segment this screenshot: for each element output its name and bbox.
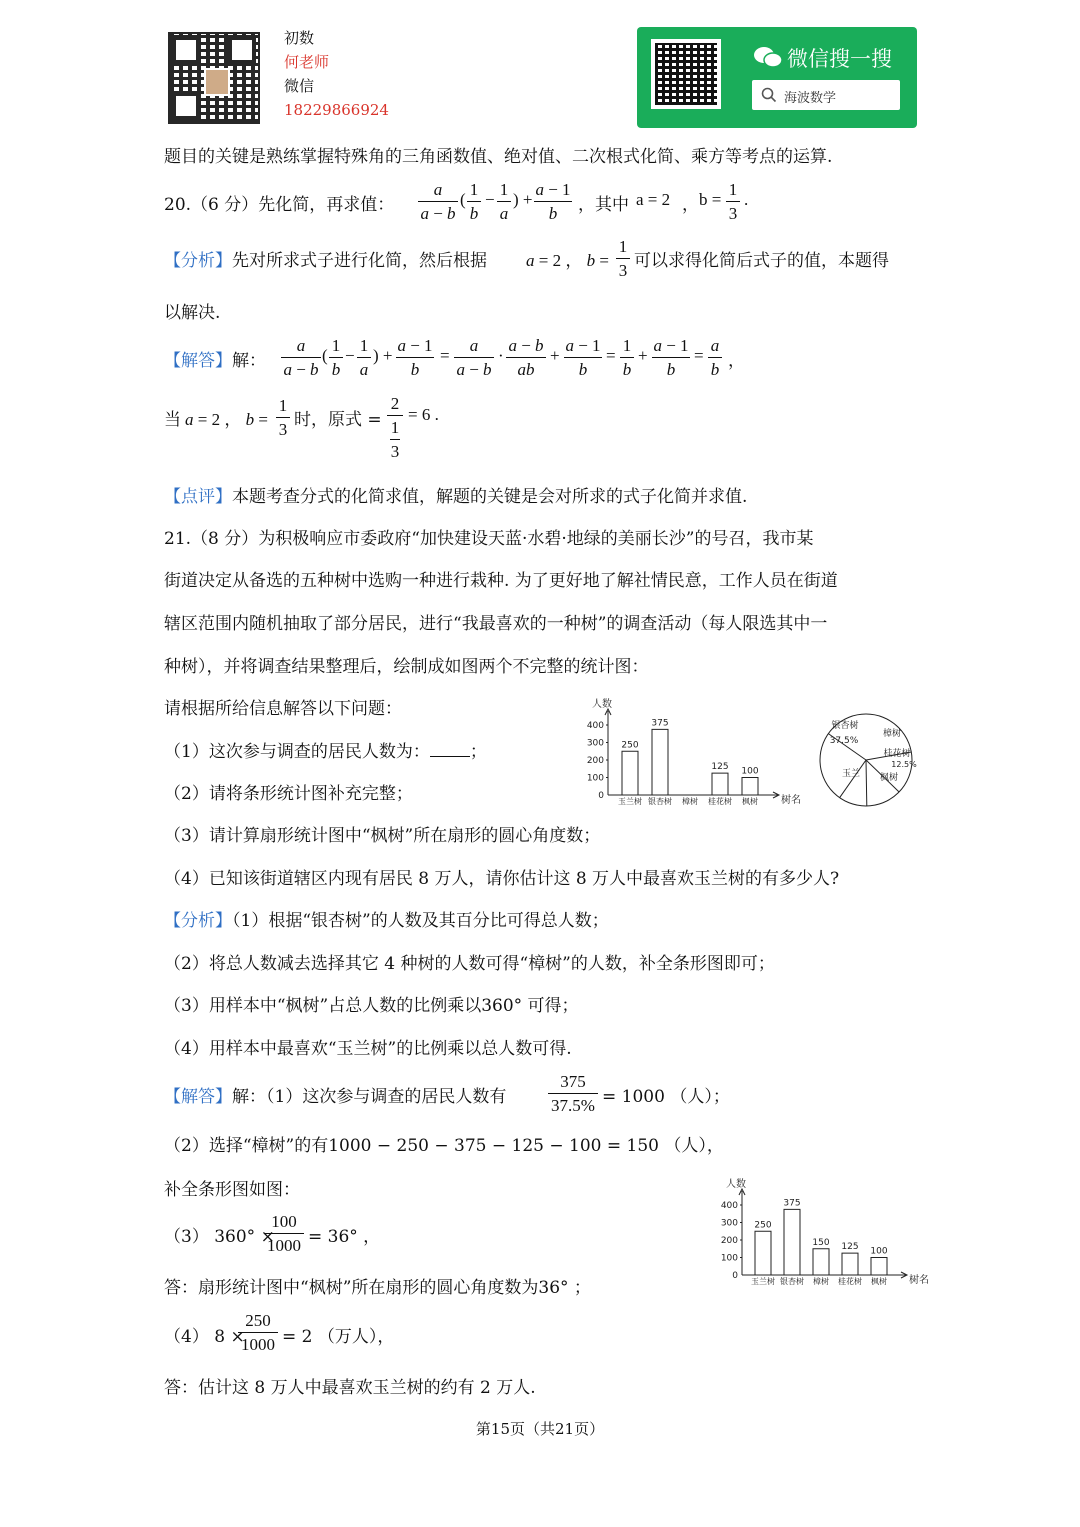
q20-paren-close-plus: ) + <box>513 190 533 209</box>
q21-answer-3-conclusion: 答：扇形统计图中“枫树”所在扇形的圆心角度数为36° ； <box>164 1278 591 1298</box>
q21-answer-3-frac <box>264 1212 304 1256</box>
q21-answer-3-end: = 36° ， <box>308 1227 381 1247</box>
q20-step-am1b-3: a − 1 b <box>653 336 689 379</box>
x-tick-label: 玉兰树 <box>751 1277 775 1286</box>
q20-analysis-b-frac: 1 3 <box>616 237 630 281</box>
q20-b-label: b = <box>699 190 722 209</box>
search-icon <box>761 87 777 103</box>
x-tick-label: 樟树 <box>813 1277 829 1286</box>
bar-value-label: 150 <box>812 1237 830 1248</box>
q20-step-dot: · <box>498 346 504 365</box>
y-tick-label: 400 <box>720 1201 738 1211</box>
x-tick-label: 桂花树 <box>708 797 732 806</box>
q20-step-amb-over-ab: a − b ab <box>506 336 546 380</box>
q20-comment <box>164 482 747 507</box>
q20-analysis-a: a = 2 ， b = <box>526 251 609 270</box>
y-axis-label: 人数 <box>726 1179 746 1190</box>
teacher-photo <box>204 68 230 96</box>
x-axis-label: 树名 <box>909 1275 929 1286</box>
q20-step-comma: ， <box>728 351 745 370</box>
q21-s4-num: 250 <box>245 1311 271 1330</box>
q21-s1-num: 375 <box>560 1072 586 1091</box>
bar-value-label: 100 <box>870 1246 888 1257</box>
wechat-search-box[interactable] <box>752 80 900 110</box>
q20-step-eq1: = <box>440 346 450 365</box>
q20-period: . <box>744 190 749 209</box>
bar-value-label: 375 <box>783 1198 801 1209</box>
contact-phone: 18229866924 <box>284 101 389 119</box>
q20-frac-a-over-amb: a a − b <box>418 180 458 224</box>
q21-answer-4-conclusion: 答：估计这 8 万人中最喜欢玉兰树的约有 2 万人. <box>164 1378 536 1398</box>
analysis-tag: 【分析】 <box>164 251 232 271</box>
q20-when-values: a = 2 ， b = <box>185 410 268 429</box>
q20-minus: − <box>485 190 495 209</box>
q21-answer-2: （2）选择“樟树”的有1000 − 250 − 375 − 125 − 100 = 150 （人）， <box>164 1136 724 1156</box>
bar-桂花树 <box>712 773 728 795</box>
q21-q1 <box>164 737 487 762</box>
q20-step-close: ) + <box>373 346 393 365</box>
y-tick-label: 100 <box>720 1253 738 1264</box>
q20-result-frac: 2 1 3 <box>387 394 403 462</box>
q20-frac-am1-over-b: a − 1 b <box>535 180 571 223</box>
pie-label-银杏树: 银杏树 <box>831 721 859 731</box>
q21-q1-blank <box>430 744 470 757</box>
q20-when <box>164 405 181 430</box>
q20-analysis-text-2: 可以求得化简后式子的值，本题得 <box>634 251 889 271</box>
q20-analysis-text-3: 以解决. <box>164 303 221 323</box>
analysis-tag-2: 【分析】 <box>164 911 232 931</box>
q20-step-am1b-2: a − 1 b <box>565 336 601 379</box>
q21-answer-1: 解：（1）这次参与调查的居民人数有 <box>232 1087 507 1107</box>
q20-when-b-frac: 1 3 <box>276 396 290 440</box>
q21-s3-den: 1000 <box>267 1236 301 1255</box>
q21-s4-den: 1000 <box>241 1335 275 1354</box>
answer-tag: 【解答】 <box>164 351 232 371</box>
q21-analysis <box>164 906 609 931</box>
bar-value-label: 125 <box>841 1242 859 1253</box>
q21-answer-1-end: = 1000 （人）； <box>602 1087 730 1107</box>
q20-step-ab: a b <box>708 336 722 380</box>
bar-chart-incomplete <box>580 688 801 810</box>
q20-step-plus3: + <box>638 346 648 365</box>
q20-paren-open: ( <box>460 190 466 209</box>
y-tick-label: 200 <box>586 756 604 766</box>
y-tick-label: 300 <box>720 1218 738 1229</box>
q20-frac-1-over-b: 1 b <box>467 180 481 224</box>
x-tick-label: 玉兰树 <box>618 797 642 806</box>
q21-analysis-1: （1）根据“银杏树”的人数及其百分比可得总人数； <box>232 911 609 931</box>
bar-玉兰树 <box>622 751 638 795</box>
y-tick-label: 100 <box>586 773 604 784</box>
q21-s1-den: 37.5% <box>551 1096 595 1115</box>
q20-step-paren: ( <box>322 346 328 365</box>
contact-info <box>284 26 389 122</box>
answer-tag-2: 【解答】 <box>164 1087 232 1107</box>
qr-code <box>168 32 260 124</box>
q20-step-1b-2: 1 b <box>620 336 634 380</box>
q21-q1-end: ； <box>469 742 487 762</box>
contact-teacher: 何老师 <box>284 53 330 71</box>
wechat-qr-code <box>651 39 721 109</box>
bar-枫树 <box>871 1258 887 1276</box>
q21-answer <box>164 1082 506 1107</box>
q20-comment-text: 本题考查分式的化简求值，解题的关键是会对所求的式子化简并求值. <box>232 487 748 507</box>
x-tick-label: 枫树 <box>871 1277 887 1286</box>
q21-q3: （3）请计算扇形统计图中“枫树”所在扇形的圆心角度数； <box>164 826 601 846</box>
q21-q1-text: （1）这次参与调查的居民人数为： <box>164 742 430 762</box>
wechat-title: 微信搜一搜 <box>787 47 892 71</box>
q20-step-am1b: a − 1 b <box>397 336 433 379</box>
q20-when-prefix: 当 <box>164 410 181 430</box>
q21-line-1: 21.（8 分）为积极响应市委政府“加快建设天蓝·水碧·地绿的美丽长沙”的号召，我市某 <box>164 529 814 549</box>
q20-a-value: a = 2 <box>636 190 671 209</box>
bar-value-label: 125 <box>711 762 729 773</box>
y-tick-label: 200 <box>720 1236 738 1246</box>
pie-label-樟树: 樟树 <box>882 729 902 739</box>
x-tick-label: 银杏树 <box>648 797 672 806</box>
bar-chart-complete <box>712 1170 929 1292</box>
bar-value-label: 250 <box>621 740 639 751</box>
pie-percent-ginkgo: 37.5% <box>829 736 859 746</box>
q21-prompt: 请根据所给信息解答以下问题： <box>164 699 402 719</box>
q21-line-3: 辖区范围内随机抽取了部分居民，进行“我最喜欢的一种树”的调查活动（每人限选其中一 <box>164 614 828 634</box>
y-tick-label: 400 <box>586 721 604 731</box>
q20-step-eq3: = <box>694 346 704 365</box>
pie-chart <box>816 712 922 808</box>
q20-head: 20.（6 分）先化简，再求值： <box>164 195 395 215</box>
bar-value-label: 250 <box>754 1220 772 1231</box>
q20-where: ，其中 <box>578 195 629 215</box>
q21-analysis-4: （4）用样本中最喜欢“玉兰树”的比例乘以总人数可得. <box>164 1039 572 1059</box>
q20-b-value: 1 3 <box>726 180 740 224</box>
y-tick-label: 300 <box>586 738 604 749</box>
bar-value-label: 375 <box>651 718 669 729</box>
q20-result: = 6 . <box>408 405 439 424</box>
q20-step-minus: − <box>345 346 355 365</box>
q21-answer-4-end: = 2 （万人）， <box>282 1327 395 1347</box>
q20-comma: ， <box>682 195 699 215</box>
bar-桂花树 <box>842 1253 858 1275</box>
q20-when-time: 时，原式 = <box>294 410 382 430</box>
comment-tag: 【点评】 <box>164 487 232 507</box>
q20-frac-1-over-a: 1 a <box>497 180 511 224</box>
q20-step-1b: 1 b <box>329 336 343 380</box>
x-tick-label: 桂花树 <box>838 1277 862 1286</box>
contact-subject: 初数 <box>284 29 315 47</box>
q21-q2: （2）请将条形统计图补充完整； <box>164 784 413 804</box>
q21-s3-num: 100 <box>271 1212 297 1231</box>
q20-answer <box>164 346 266 371</box>
x-axis-label: 树名 <box>781 795 801 806</box>
bar-枫树 <box>742 778 758 796</box>
y-tick-label: 0 <box>732 1271 738 1281</box>
x-tick-label: 银杏树 <box>780 1277 804 1286</box>
bar-value-label: 100 <box>741 766 759 777</box>
page-number: 第15页（共21页） <box>475 1420 605 1438</box>
q20-step-a-over-amb-2: a a − b <box>454 336 494 380</box>
q21-answer-2b: 补全条形图如图： <box>164 1180 300 1200</box>
x-tick-label: 樟树 <box>682 797 698 806</box>
pie-label-桂花树: 桂花树 <box>883 749 911 759</box>
q21-answer-3: （3） 360° × <box>164 1227 275 1247</box>
q20-step-eq2: = <box>606 346 616 365</box>
q19-conclusion: 题目的关键是熟练掌握特殊角的三角函数值、绝对值、二次根式化简、乘方等考点的运算. <box>164 147 833 167</box>
bar-樟树 <box>813 1249 829 1275</box>
q21-answer-1-frac <box>548 1072 598 1116</box>
q21-answer-4-frac <box>238 1311 278 1355</box>
pie-label-枫树: 枫树 <box>879 773 899 783</box>
bar-玉兰树 <box>755 1231 771 1275</box>
q20-step-a-over-amb: a a − b <box>281 336 321 380</box>
y-axis-label: 人数 <box>592 699 612 710</box>
wechat-search-banner[interactable] <box>637 27 917 128</box>
pie-percent-osmanthus: 12.5% <box>891 760 917 769</box>
q20-step-plus2: + <box>550 346 560 365</box>
q20-analysis <box>164 246 487 271</box>
contact-wechat-label: 微信 <box>284 77 315 95</box>
pie-label-玉兰: 玉兰 <box>841 769 861 779</box>
q20-analysis-text-1: 先对所求式子进行化简，然后根据 <box>232 251 487 271</box>
q21-analysis-2: （2）将总人数减去选择其它 4 种树的人数可得“樟树”的人数，补全条形图即可； <box>164 954 775 974</box>
q20-answer-prefix: 解： <box>232 351 266 371</box>
q20-step-1a: 1 a <box>357 336 371 380</box>
y-tick-label: 0 <box>598 791 604 801</box>
bar-银杏树 <box>784 1209 800 1275</box>
q21-line-4: 种树），并将调查结果整理后，绘制成如图两个不完整的统计图： <box>164 657 649 677</box>
q21-line-2: 街道决定从备选的五种树中选购一种进行栽种. 为了更好地了解社情民意，工作人员在街道 <box>164 571 838 591</box>
x-tick-label: 枫树 <box>742 797 758 806</box>
wechat-search-text: 海波数学 <box>784 91 837 106</box>
bar-银杏树 <box>652 729 668 795</box>
q21-analysis-3: （3）用样本中“枫树”占总人数的比例乘以360° 可得； <box>164 996 579 1016</box>
wechat-icon <box>753 45 783 69</box>
q21-answer-4: （4） 8 × <box>164 1327 245 1347</box>
q21-q4: （4）已知该街道辖区内现有居民 8 万人，请你估计这 8 万人中最喜欢玉兰树的有多少人? <box>164 869 840 889</box>
